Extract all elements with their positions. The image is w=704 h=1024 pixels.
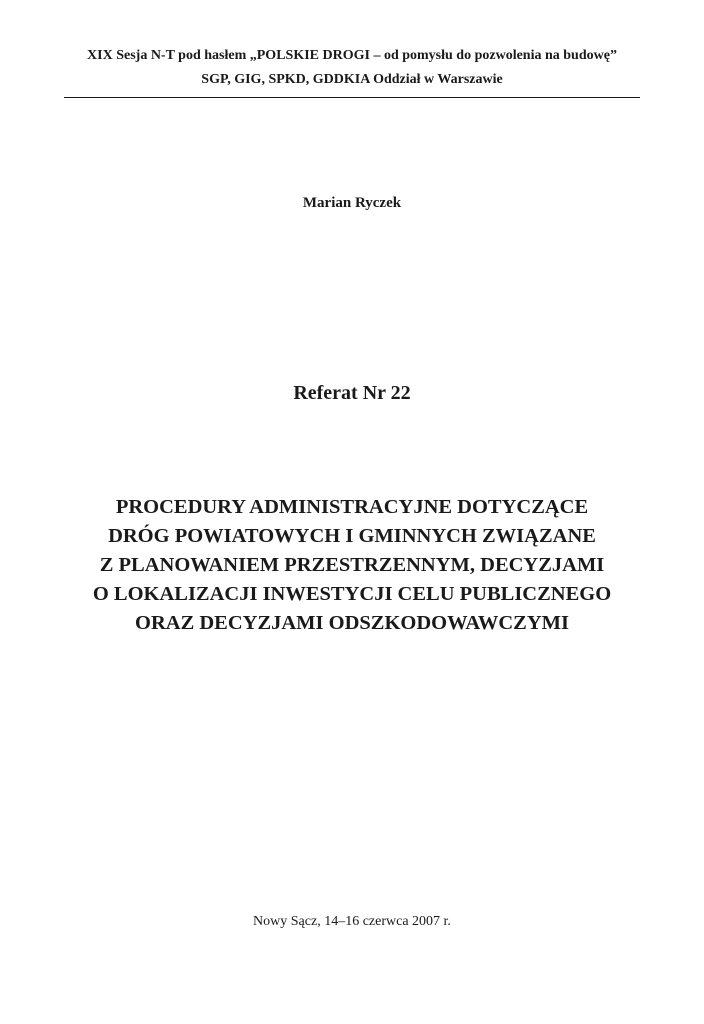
conference-organizers: SGP, GIG, SPKD, GDDKIA Oddział w Warszawie xyxy=(201,72,503,87)
paper-title-line: Z PLANOWANIEM PRZESTRZENNYM, DECYZJAMI xyxy=(99,554,605,576)
paper-title-line: DRÓG POWIATOWYCH I GMINNYCH ZWIĄZANE xyxy=(108,525,596,547)
paper-title xyxy=(0,493,704,638)
header-divider xyxy=(64,97,640,98)
conference-header xyxy=(64,44,640,92)
conference-title: XIX Sesja N-T pod hasłem „POLSKIE DROGI – od pomysłu do pozwolenia na budowę” xyxy=(87,48,617,63)
paper-title-line: O LOKALIZACJI INWESTYCJI CELU PUBLICZNEGO xyxy=(92,583,612,605)
place-and-date: Nowy Sącz, 14–16 czerwca 2007 r. xyxy=(253,914,451,929)
paper-number: Referat Nr 22 xyxy=(293,382,411,404)
paper-title-line: ORAZ DECYZJAMI ODSZKODOWAWCZYMI xyxy=(135,612,569,634)
author-name: Marian Ryczek xyxy=(302,195,402,211)
paper-title-line: PROCEDURY ADMINISTRACYJNE DOTYCZĄCE xyxy=(115,496,589,518)
